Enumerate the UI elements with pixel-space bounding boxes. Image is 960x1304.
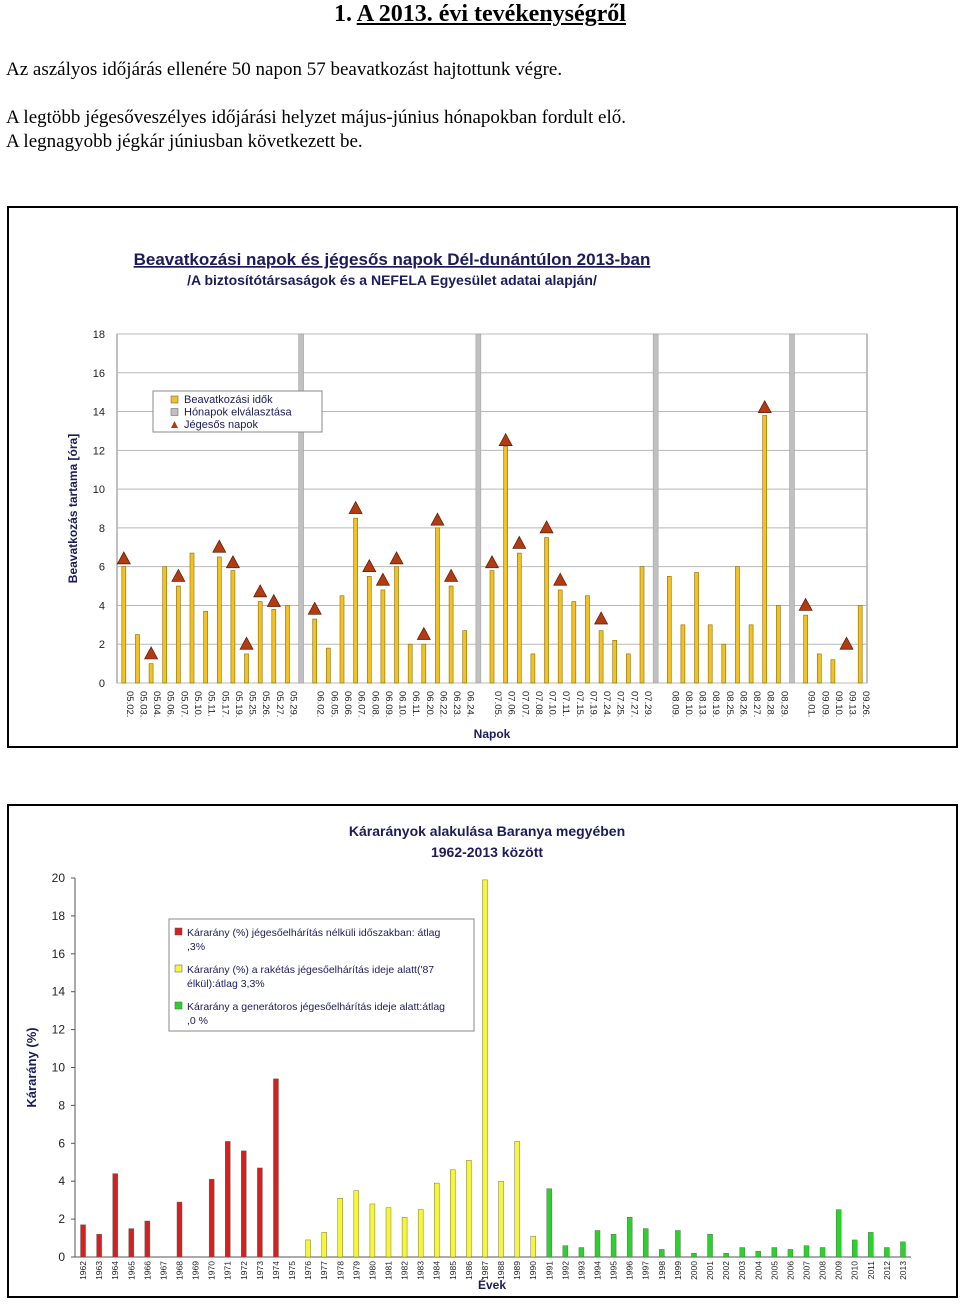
chart1-ytick-label: 8 (98, 522, 105, 535)
chart1-xtick-label: 06.02. (314, 691, 326, 718)
chart2-xtick-label: 1977 (319, 1261, 330, 1280)
chart1-bar (381, 590, 385, 683)
chart1-bar (135, 635, 139, 683)
chart2-ytick-label: 8 (58, 1098, 65, 1113)
chart2-bar (579, 1248, 584, 1257)
chart2-bar (241, 1151, 246, 1257)
intervention-chart-svg (9, 208, 956, 746)
chart1-xtick-label: 06.10. (396, 691, 408, 718)
chart2-bar (97, 1234, 102, 1257)
chart1-ytick-label: 14 (92, 406, 105, 419)
paragraph-largest-damage: A legnagyobb jégkár júniusban következett be. (6, 131, 363, 152)
chart2-bar (836, 1210, 841, 1257)
chart1-subtitle: /A biztosítótársaságok és a NEFELA Egyesület adatai alapján/ (187, 272, 597, 288)
chart1-xtick-label: 08.10. (682, 691, 694, 718)
chart2-ytick-label: 18 (51, 908, 65, 923)
chart2-xtick-label: 1991 (544, 1261, 555, 1280)
chart1-bar (599, 631, 603, 683)
chart1-xtick-label: 05.17. (219, 691, 231, 718)
chart2-bar (820, 1248, 825, 1257)
chart2-xtick-label: 1995 (608, 1261, 619, 1280)
chart2-bar (113, 1174, 118, 1257)
chart2-bar (209, 1179, 214, 1257)
chart1-xtick-label: 09.13. (846, 691, 858, 718)
chart2-bar (643, 1229, 648, 1257)
chart2-legend (169, 919, 474, 1031)
chart2-bar (370, 1204, 375, 1257)
chart2-bar (804, 1246, 809, 1257)
chart1-bar (340, 596, 344, 683)
chart2-xtick-label: 2001 (705, 1261, 716, 1280)
chart1-ytick-label: 10 (92, 484, 105, 497)
chart1-bar (613, 640, 617, 683)
chart1-xtick-label: 06.05. (328, 691, 340, 718)
chart2-bar (611, 1234, 616, 1257)
chart2-xtick-label: 1966 (142, 1261, 153, 1280)
chart1-bar (217, 557, 221, 683)
chart2-bar (708, 1234, 713, 1257)
paragraph-interventions: Az aszályos időjárás ellenére 50 napon 57 beavatkozást hajtottunk végre. (6, 59, 563, 80)
chart2-xtick-label: 1996 (624, 1261, 635, 1280)
chart1-bar (463, 631, 467, 683)
chart1-bar (313, 619, 317, 683)
chart1-bar (490, 571, 494, 683)
chart2-bar (788, 1249, 793, 1257)
chart1-bar (231, 571, 235, 683)
chart2-xtick-label: 1997 (640, 1261, 651, 1280)
chart2-xtick-label: 1999 (672, 1261, 683, 1280)
chart2-ytick-label: 12 (51, 1022, 65, 1037)
chart1-xtick-label: 05.03. (137, 691, 149, 718)
chart1-xtick-label: 05.19. (232, 691, 244, 718)
document-title (0, 0, 960, 28)
chart2-bar (563, 1246, 568, 1257)
chart1-bar (163, 567, 167, 683)
chart2-legend-label: ,3% (187, 941, 206, 953)
chart2-bar (145, 1221, 150, 1257)
chart1-xtick-label: 06.08. (369, 691, 381, 718)
chart2-bar (724, 1253, 729, 1257)
chart2-xtick-label: 1982 (399, 1261, 410, 1280)
chart2-xlabel: Évek (477, 1278, 507, 1292)
chart2-xtick-label: 1988 (496, 1261, 507, 1280)
chart2-bar (772, 1248, 777, 1257)
chart1-xtick-label: 08.09. (669, 691, 681, 718)
chart1-ylabel: Beavatkozás tartama [óra] (66, 433, 80, 584)
chart1-bar (354, 518, 358, 683)
chart1-title: Beavatkozási napok és jégesős napok Dél-dunántúlon 2013-ban (133, 250, 651, 269)
chart2-legend-label: Kárarány (%) a rakétás jégesőelhárítás ideje alatt('87 (187, 964, 435, 976)
chart1-bar (149, 664, 153, 683)
chart2-xtick-label: 1984 (431, 1261, 442, 1280)
chart2-xtick-label: 2000 (688, 1261, 699, 1280)
chart1-bar (858, 605, 862, 683)
damage-chart-svg (9, 806, 956, 1296)
chart1-bar (735, 567, 739, 683)
chart1-xtick-label: 07.11. (560, 691, 572, 717)
chart2-xtick-label: 2007 (801, 1261, 812, 1280)
chart1-bar (585, 596, 589, 683)
chart2-xtick-label: 1962 (78, 1261, 89, 1280)
chart1-bar (285, 605, 289, 683)
chart1-xtick-label: 07.27. (628, 691, 640, 718)
chart2-ytick-label: 0 (58, 1250, 65, 1264)
chart2-bar (515, 1141, 520, 1257)
chart1-bar (245, 654, 249, 683)
chart2-xtick-label: 1978 (335, 1261, 346, 1280)
chart1-legend-label: Beavatkozási idők (184, 394, 273, 406)
chart1-xtick-label: 06.06. (342, 691, 353, 718)
chart1-xtick-label: 06.07. (355, 691, 367, 718)
chart2-xtick-label: 1975 (287, 1261, 298, 1280)
chart2-subtitle: 1962-2013 között (430, 844, 544, 860)
chart2-ytick-label: 10 (51, 1060, 65, 1075)
chart2-bar (225, 1141, 230, 1257)
chart1-bar (517, 553, 521, 683)
chart2-ytick-label: 20 (51, 871, 65, 885)
chart2-xtick-label: 1989 (512, 1261, 523, 1280)
chart1-ytick-label: 2 (98, 639, 105, 652)
chart2-legend-label: Kárarány (%) jégesőelhárítás nélküli időszakban: átlag (187, 927, 441, 939)
chart1-xtick-label: 09.01. (805, 691, 817, 718)
chart1-xtick-label: 06.22. (437, 691, 449, 718)
chart2-xtick-label: 1981 (383, 1261, 394, 1280)
chart1-bar (176, 586, 180, 683)
chart1-month-separator (653, 334, 658, 683)
chart2-xtick-label: 1970 (206, 1261, 217, 1280)
chart1-legend-label: Hónapok elválasztása (184, 406, 292, 419)
chart2-xtick-label: 1963 (94, 1261, 105, 1280)
chart1-xtick-label: 06.20. (423, 691, 435, 718)
chart1-xtick-label: 07.10. (546, 691, 558, 718)
chart1-bar (272, 609, 276, 683)
chart1-xtick-label: 05.27. (273, 691, 285, 718)
chart2-bar (450, 1170, 455, 1257)
chart1-legend (153, 391, 322, 432)
chart1-xtick-label: 08.29. (778, 691, 790, 718)
chart1-bar (667, 576, 671, 683)
chart1-xtick-label: 08.19. (710, 691, 722, 718)
chart1-xtick-label: 06.11. (410, 691, 422, 717)
chart2-xtick-label: 2005 (769, 1261, 780, 1280)
chart1-bar (558, 590, 562, 683)
chart1-xtick-label: 09.10. (832, 691, 844, 718)
chart2-ytick-label: 14 (51, 984, 65, 999)
chart1-xtick-label: 08.13. (696, 691, 708, 718)
chart2-bar (306, 1240, 311, 1257)
chart1-bar (804, 615, 808, 683)
chart2-xtick-label: 2003 (737, 1261, 748, 1280)
chart2-legend-label: élkül):átlag 3,3% (187, 978, 265, 990)
chart1-xtick-label: 07.15. (573, 691, 585, 718)
chart2-xtick-label: 1979 (351, 1261, 362, 1280)
chart2-bar (595, 1230, 600, 1257)
chart1-xtick-label: 08.26. (737, 691, 749, 718)
chart1-ytick-label: 6 (98, 561, 105, 574)
chart2-xtick-label: 2004 (753, 1261, 764, 1280)
chart2-xtick-label: 2012 (881, 1261, 892, 1280)
chart2-bar (482, 880, 487, 1257)
chart2-bar (627, 1217, 632, 1257)
intervention-days-chart (7, 206, 958, 748)
chart1-xtick-label: 07.29. (642, 691, 653, 718)
chart2-xtick-label: 1965 (126, 1261, 137, 1280)
chart2-xtick-label: 2011 (865, 1261, 876, 1280)
chart1-xtick-label: 05.06. (164, 691, 176, 718)
chart2-xtick-label: 1986 (463, 1261, 474, 1280)
chart2-xtick-label: 1985 (447, 1261, 458, 1280)
chart2-legend-swatch (175, 928, 182, 935)
chart1-bar (122, 567, 126, 683)
chart2-legend-swatch (175, 965, 182, 972)
chart1-bar (695, 572, 699, 683)
chart2-bar (418, 1210, 423, 1257)
chart2-xtick-label: 1993 (576, 1261, 587, 1280)
chart2-bar (499, 1181, 504, 1257)
chart1-xtick-label: 07.19. (587, 691, 599, 718)
chart2-xtick-label: 1964 (110, 1261, 121, 1280)
chart1-xtick-label: 05.26. (260, 691, 272, 718)
chart2-ytick-label: 4 (58, 1174, 65, 1189)
chart2-bar (386, 1208, 391, 1257)
chart2-bar (852, 1240, 857, 1257)
chart2-xtick-label: 2010 (849, 1261, 860, 1280)
chart1-bar (708, 625, 712, 683)
chart1-xtick-label: 09.26. (860, 691, 872, 718)
chart2-xtick-label: 2013 (897, 1261, 908, 1280)
chart2-legend-label: Kárarány a generátoros jégesőelhárítás ideje alatt:átlag (187, 1001, 445, 1013)
chart2-title: Kárarányok alakulása Baranya megyében (348, 823, 626, 839)
chart2-ylabel: Kárarány (%) (24, 1027, 39, 1108)
chart2-xtick-label: 1968 (174, 1261, 185, 1280)
damage-ratio-chart (7, 804, 958, 1298)
chart1-ytick-label: 18 (92, 329, 105, 341)
chart1-xtick-label: 06.23. (451, 691, 463, 718)
chart2-xtick-label: 1967 (158, 1261, 169, 1280)
chart2-xtick-label: 2008 (817, 1261, 828, 1280)
chart1-month-separator (476, 334, 481, 683)
chart1-xtick-label: 07.25. (614, 691, 626, 718)
chart1-xtick-label: 05.25. (246, 691, 258, 718)
chart1-bar (449, 586, 453, 683)
chart2-xtick-label: 1969 (190, 1261, 201, 1280)
chart1-xtick-label: 07.07. (519, 691, 531, 718)
chart1-xtick-label: 08.27. (751, 691, 763, 718)
chart2-legend-label: ,0 % (187, 1015, 209, 1027)
chart1-bar (326, 648, 330, 683)
chart1-xtick-label: 05.10. (192, 691, 203, 718)
chart1-bar (722, 644, 726, 683)
chart2-bar (884, 1248, 889, 1257)
chart1-xtick-label: 05.29. (287, 691, 299, 718)
chart1-bar (817, 654, 821, 683)
chart1-bar (422, 644, 426, 683)
chart2-bar (129, 1229, 134, 1257)
chart2-xtick-label: 2009 (833, 1261, 844, 1280)
chart1-month-separator (299, 334, 304, 683)
chart2-legend-swatch (175, 1002, 182, 1009)
chart1-xtick-label: 07.06. (505, 691, 517, 718)
chart1-xtick-label: 07.05. (492, 691, 503, 718)
chart2-bar (531, 1236, 536, 1257)
title-number: 1. (334, 1, 352, 27)
chart1-bar (504, 446, 508, 683)
chart1-xtick-label: 05.07. (178, 691, 190, 718)
chart2-bar (177, 1202, 182, 1257)
chart2-bar (659, 1249, 664, 1257)
chart1-xtick-label: 06.09. (382, 691, 394, 718)
chart1-xtick-label: 07.24. (601, 691, 613, 718)
chart1-xlabel: Napok (473, 727, 511, 741)
chart1-legend-swatch (171, 409, 178, 416)
chart1-bar (640, 567, 644, 683)
chart2-xtick-label: 1998 (656, 1261, 667, 1280)
chart1-xtick-label: 07.08. (532, 691, 544, 718)
chart1-bar (367, 576, 371, 683)
chart1-bar (831, 660, 835, 683)
chart2-bar (691, 1253, 696, 1257)
chart1-legend-swatch (171, 396, 178, 403)
chart2-bar (257, 1168, 262, 1257)
chart2-xtick-label: 1994 (592, 1261, 603, 1280)
chart1-bar (776, 605, 780, 683)
chart2-xtick-label: 1973 (254, 1261, 265, 1280)
chart1-ytick-label: 12 (92, 445, 105, 458)
chart1-xtick-label: 05.11. (205, 691, 217, 717)
chart2-bar (868, 1232, 873, 1257)
chart2-xtick-label: 1971 (222, 1261, 233, 1280)
chart1-bar (749, 625, 753, 683)
chart2-xtick-label: 1974 (270, 1261, 281, 1280)
chart1-month-separator (790, 334, 795, 683)
chart2-bar (354, 1191, 359, 1257)
chart2-bar (547, 1189, 552, 1257)
chart2-xtick-label: 2006 (785, 1261, 796, 1280)
chart2-bar (756, 1251, 761, 1257)
chart1-bar (190, 553, 194, 683)
chart2-bar (338, 1198, 343, 1257)
chart2-ytick-label: 16 (51, 946, 65, 961)
chart2-bar (466, 1160, 471, 1257)
chart1-xtick-label: 05.04. (151, 691, 163, 718)
chart2-xtick-label: 1992 (560, 1261, 571, 1280)
paragraph-hail-months: A legtöbb jégesőveszélyes időjárási helyzet május-június hónapokban fordult elő. (6, 107, 626, 128)
chart2-ytick-label: 2 (58, 1212, 65, 1227)
title-text: A 2013. évi tevékenységről (356, 1, 626, 27)
chart2-bar (322, 1232, 327, 1257)
chart2-bar (273, 1079, 278, 1257)
chart1-bar (572, 602, 576, 683)
chart1-bar (763, 415, 767, 683)
chart1-ytick-label: 16 (92, 367, 105, 380)
chart2-xtick-label: 2002 (721, 1261, 732, 1280)
chart2-bar (900, 1242, 905, 1257)
chart2-xtick-label: 1990 (528, 1261, 539, 1280)
chart1-bar (545, 538, 549, 683)
chart2-bar (81, 1225, 86, 1257)
chart2-xtick-label: 1980 (367, 1261, 378, 1280)
chart1-bar (408, 644, 412, 683)
chart1-ytick-label: 0 (98, 678, 105, 690)
chart2-xtick-label: 1976 (303, 1261, 314, 1280)
chart2-bar (434, 1183, 439, 1257)
chart1-bar (435, 528, 439, 683)
chart2-bar (675, 1230, 680, 1257)
chart2-xtick-label: 1972 (238, 1261, 249, 1280)
chart1-xtick-label: 05.02. (123, 691, 135, 718)
chart2-ytick-label: 6 (58, 1136, 65, 1151)
chart1-ytick-label: 4 (98, 600, 105, 613)
chart1-xtick-label: 09.09. (819, 691, 831, 718)
chart1-xtick-label: 08.28. (764, 691, 776, 718)
chart1-bar (204, 611, 208, 683)
chart1-bar (531, 654, 535, 683)
chart1-bar (681, 625, 685, 683)
chart1-xtick-label: 08.25. (723, 691, 735, 718)
chart1-xtick-label: 06.24. (464, 691, 476, 718)
chart2-xtick-label: 1987 (479, 1261, 490, 1280)
chart1-bar (258, 602, 262, 683)
chart2-bar (740, 1248, 745, 1257)
chart1-bar (626, 654, 630, 683)
chart2-bar (402, 1217, 407, 1257)
chart1-bar (395, 567, 399, 683)
chart2-xtick-label: 1983 (415, 1261, 426, 1280)
chart1-legend-label: Jégesős napok (184, 419, 258, 431)
